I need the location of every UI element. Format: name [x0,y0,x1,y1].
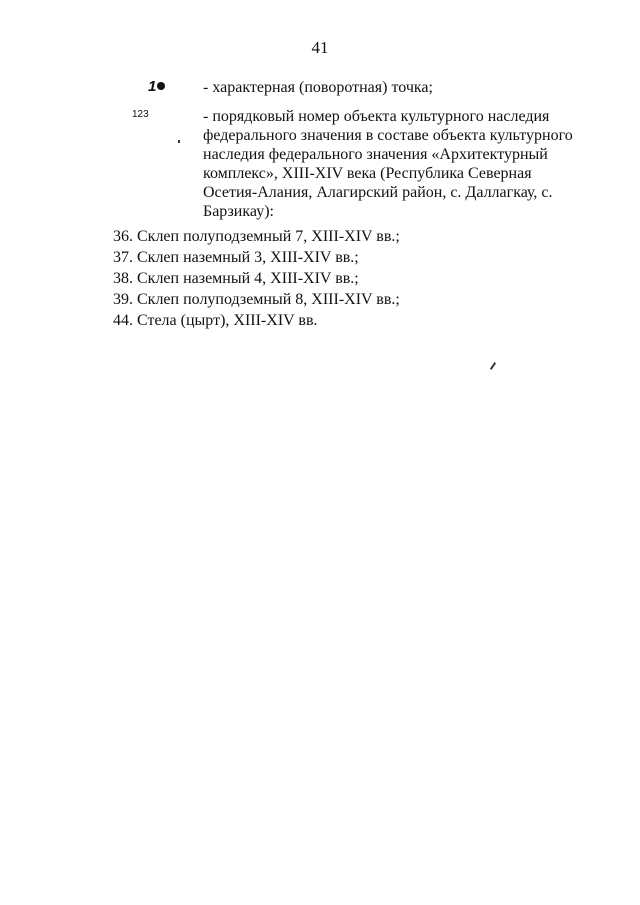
number-symbol: 123 [132,109,149,120]
scan-mark [178,140,180,143]
list-item: 37. Склеп наземный 3, XIII-XIV вв.; [113,249,359,266]
point-symbol [148,78,165,95]
objects-list [113,226,400,331]
point-symbol-label: 1 [148,78,157,95]
list-item: 38. Склеп наземный 4, XIII-XIV вв.; [113,270,359,287]
point-dot-icon [157,82,165,90]
list-item: 39. Склеп полуподземный 8, XIII-XIV вв.; [113,291,400,308]
scan-mark [490,362,496,370]
legend-text-number: - порядковый номер объекта культурного наследия федерального значения в составе объекта культурного наследия федерального значения «Архитектурный комплекс», XIII-XIV века (Республика Северная Осетия-Алания, Алагирский район, с. Даллагкау, с. Барзикау): [203,108,573,220]
list-item: 44. Стела (цырт), XIII-XIV вв. [113,312,318,329]
legend-text-point: - характерная (поворотная) точка; [203,79,433,96]
page-number: 41 [311,38,329,57]
list-item: 36. Склеп полуподземный 7, XIII-XIV вв.; [113,228,400,245]
